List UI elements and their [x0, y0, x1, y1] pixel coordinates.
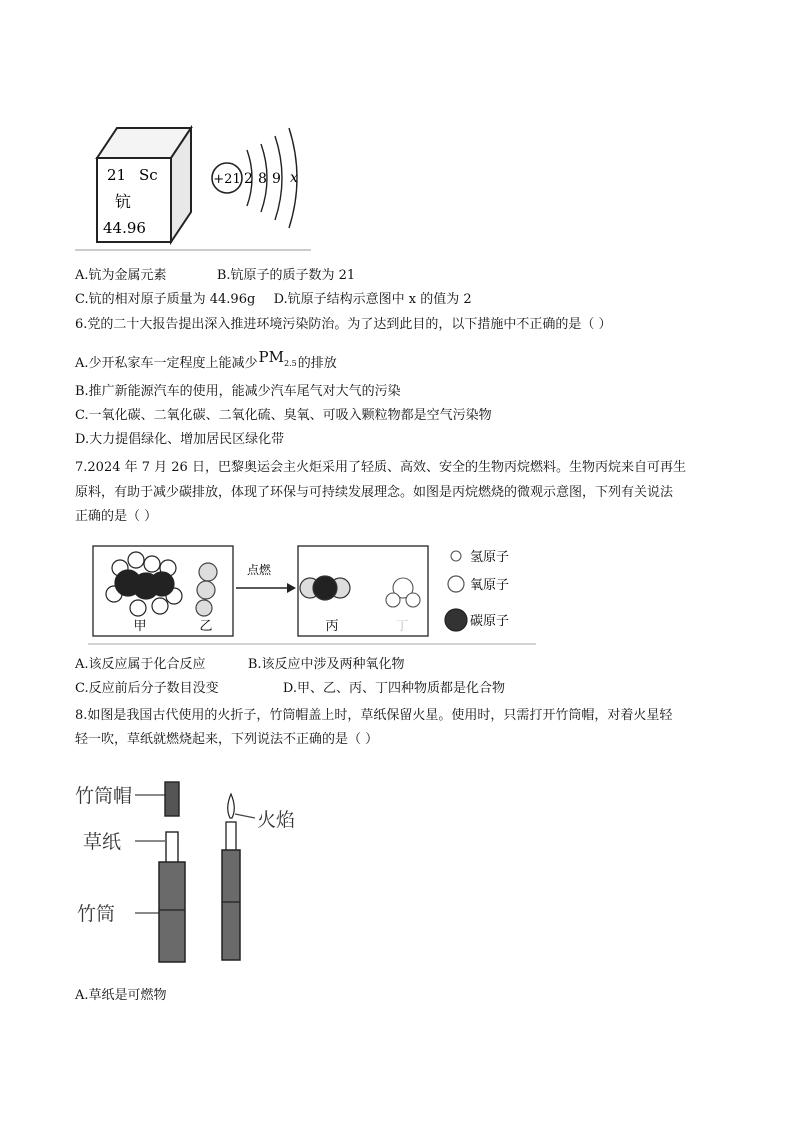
scandium-figure: [75, 120, 315, 255]
q7-option-a: A.该反应属于化合反应: [75, 657, 206, 672]
q6-option-b: B.推广新能源汽车的使用，能减少汽车尾气对大气的污染: [75, 384, 401, 399]
label-yi: 乙: [199, 619, 213, 634]
q7-stem-line-2: 原料，有助于减少碳排放，体现了环保与可持续发展理念。如图是丙烷燃烧的微观示意图，下列有关说法: [75, 485, 674, 500]
q7-row-2: [75, 679, 505, 699]
legend-oxygen-label: 氧原子: [470, 578, 510, 593]
label-flame: 火焰: [257, 809, 296, 831]
legend-hydrogen-label: 氢原子: [470, 550, 510, 565]
q7-stem-line-1: 7.2024 年 7 月 26 日，巴黎奥运会主火炬采用了轻质、高效、安全的生物丙烷燃料。生物丙烷来自可再生: [75, 460, 686, 475]
label-jia: 甲: [133, 619, 147, 634]
label-bing: 丙: [325, 619, 339, 634]
q8-option-a: A.草纸是可燃物: [75, 988, 167, 1003]
paper-core: [166, 832, 178, 864]
q5-option-b: B.钪原子的质子数为 21: [216, 268, 356, 283]
legend-carbon-icon: [445, 609, 467, 631]
lit-paper-core: [226, 822, 236, 852]
label-paper: 草纸: [83, 831, 122, 853]
element-name: 钪: [115, 192, 132, 211]
q6-option-a: A.少开私家车一定程度上能减少$PM_{2.5}$的排放: [75, 352, 337, 379]
element-symbol: Sc: [139, 166, 158, 184]
q7-stem-line-3: 正确的是（ ）: [75, 509, 158, 524]
q8-stem-line-2: 轻一吹，草纸就燃烧起来，下列说法不正确的是（ ）: [75, 732, 379, 747]
shell-2-count: 8: [258, 171, 267, 187]
arrow-head: [287, 583, 296, 593]
label-cap: 竹筒帽: [75, 785, 133, 807]
bamboo-tube: [159, 862, 185, 962]
oxygen-molecules: [196, 563, 217, 616]
q5-option-a: A.钪为金属元素: [75, 268, 167, 283]
flame-icon: [228, 794, 235, 818]
legend-hydrogen-icon: [451, 551, 461, 561]
pm25-formula: $PM_{2.5}$: [258, 348, 297, 368]
q5-row-2: [75, 290, 472, 310]
q7-option-c: C.反应前后分子数目没变: [75, 681, 219, 696]
lit-bamboo-tube: [222, 850, 240, 960]
shell-4-count: x: [290, 170, 298, 186]
q7-row-1: [75, 655, 405, 675]
legend-oxygen-icon: [448, 576, 464, 592]
q5-option-c: C.钪的相对原子质量为 44.96g: [75, 292, 256, 307]
legend: [445, 550, 509, 631]
shell-3-count: 9: [272, 171, 281, 187]
arrow-label: 点燃: [246, 563, 272, 577]
legend-carbon-label: 碳原子: [470, 614, 510, 629]
label-ding: 丁: [395, 619, 409, 634]
atomic-mass: 44.96: [103, 219, 146, 237]
propane-combustion-diagram: [88, 538, 548, 646]
propane-molecule: [106, 552, 182, 616]
atomic-number: 21: [107, 166, 127, 184]
label-tube: 竹筒: [77, 903, 116, 925]
bamboo-cap: [165, 782, 179, 816]
q5-option-d: D.钪原子结构示意图中 x 的值为 2: [273, 292, 472, 307]
water-molecule: [386, 578, 420, 607]
q6-stem: 6.党的二十大报告提出深入推进环境污染防治。为了达到此目的，以下措施中不正确的是（ ）: [75, 317, 612, 332]
q6-option-d: D.大力提倡绿化、增加居民区绿化带: [75, 432, 285, 447]
q6-option-c: C.一氧化碳、二氧化碳、二氧化硫、臭氧、可吸入颗粒物都是空气污染物: [75, 408, 492, 423]
fire-starter-figure: [75, 770, 335, 970]
q7-option-b: B.该反应中涉及两种氧化物: [247, 657, 405, 672]
q5-row-1: [75, 266, 355, 286]
q8-stem-line-1: 8.如图是我国古代使用的火折子，竹筒帽盖上时，草纸保留火星。使用时，只需打开竹筒帽，对着火星轻: [75, 708, 673, 723]
nucleus-charge: +21: [213, 172, 241, 187]
shell-1-count: 2: [244, 171, 253, 187]
carbon-dioxide-molecule: [300, 576, 350, 600]
q7-option-d: D.甲、乙、丙、丁四种物质都是化合物: [282, 681, 505, 696]
